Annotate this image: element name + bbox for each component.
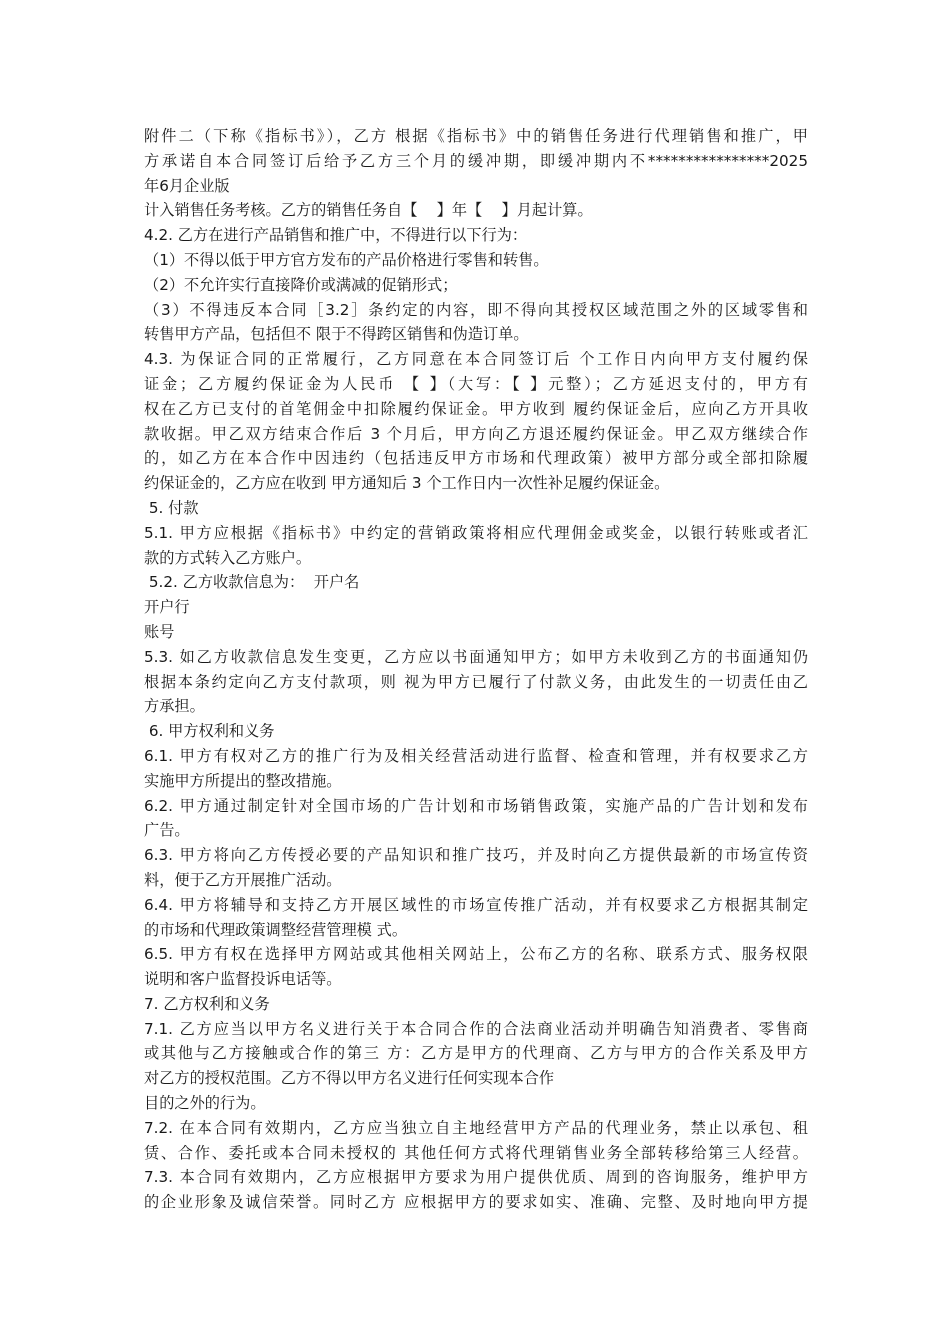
text-line: 4.2. 乙方在进行产品销售和推广中，不得进行以下行为： xyxy=(144,226,528,245)
text-line: 计入销售任务考核。乙方的销售任务自【 】年【 】月起计算。 xyxy=(144,201,593,220)
text-line: 转售甲方产品，包括但不 限于不得跨区销售和伪造订单。 xyxy=(144,325,529,344)
text-line: 的市场和代理政策调整经营管理模 式。 xyxy=(144,920,408,939)
text-line: 根据本条约定向乙方支付款项，则 视为甲方已履行了付款义务，由此发生的一切责任由乙 xyxy=(144,672,808,691)
text-line: 说明和客户监督投诉电话等。 xyxy=(144,970,342,989)
text-line: 约保证金的，乙方应在收到 甲方通知后 3 个工作日内一次性补足履约保证金。 xyxy=(144,474,670,493)
text-line: 5. 付款 xyxy=(144,498,199,517)
text-line: 或其他与乙方接触或合作的第三 方：乙方是甲方的代理商、乙方与甲方的合作关系及甲方 xyxy=(144,1044,808,1063)
text-line: 6.4. 甲方将辅导和支持乙方开展区域性的市场宣传推广活动，并有权要求乙方根据其制定 xyxy=(144,895,808,914)
text-line: 6.2. 甲方通过制定针对全国市场的广告计划和市场销售政策，实施产品的广告计划和发布 xyxy=(144,796,808,815)
text-line: （2）不允许实行直接降价或满减的促销形式； xyxy=(144,275,458,294)
text-line: 5.1. 甲方应根据《指标书》中约定的营销政策将相应代理佣金或奖金，以银行转账或者汇 xyxy=(144,523,808,542)
text-line: 5.2. 乙方收款信息为： 开户名 xyxy=(144,573,360,592)
text-line: 7.2. 在本合同有效期内，乙方应当独立自主地经营甲方产品的代理业务，禁止以承包、租 xyxy=(144,1118,808,1137)
text-line: 6.5. 甲方有权在选择甲方网站或其他相关网站上，公布乙方的名称、联系方式、服务权限 xyxy=(144,945,808,964)
text-line: 对乙方的授权范围。乙方不得以甲方名义进行任何实现本合作 xyxy=(144,1069,555,1088)
text-line: 开户行 xyxy=(144,598,190,617)
text-line: 权在乙方已支付的首笔佣金中扣除履约保证金。甲方收到 履约保证金后，应向乙方开具收 xyxy=(144,399,808,418)
text-line: 广告。 xyxy=(144,821,190,840)
text-line: 账号 xyxy=(144,622,175,641)
text-line: 料，便于乙方开展推广活动。 xyxy=(144,870,342,889)
text-line: 目的之外的行为。 xyxy=(144,1094,266,1113)
text-line: 证金；乙方履约保证金为人民币 【 】（大写：【 】元整）；乙方延迟支付的，甲方有 xyxy=(144,374,808,393)
text-line: 方承诺自本合同签订后给予乙方三个月的缓冲期，即缓冲期内不****************2025 xyxy=(144,151,808,170)
text-line: 5.3. 如乙方收款信息发生变更，乙方应以书面通知甲方；如甲方未收到乙方的书面通知仍 xyxy=(144,647,808,666)
text-line: 7.1. 乙方应当以甲方名义进行关于本合同合作的合法商业活动并明确告知消费者、零售商 xyxy=(144,1019,808,1038)
text-line: 款的方式转入乙方账户。 xyxy=(144,548,312,567)
text-line: （1）不得以低于甲方官方发布的产品价格进行零售和转售。 xyxy=(144,250,549,269)
text-line: 实施甲方所提出的整改措施。 xyxy=(144,771,342,790)
document-page xyxy=(144,124,808,1215)
text-line: 4.3. 为保证合同的正常履行，乙方同意在本合同签订后 个工作日内向甲方支付履约保 xyxy=(144,350,808,369)
text-line: 年6月企业版 xyxy=(144,176,230,195)
text-line: 7. 乙方权利和义务 xyxy=(144,994,270,1013)
text-line: 7.3. 本合同有效期内，乙方应根据甲方要求为用户提供优质、周到的咨询服务，维护甲方 xyxy=(144,1168,808,1187)
text-line: 赁、合作、委托或本合同未授权的 其他任何方式将代理销售业务全部转移给第三人经营。 xyxy=(144,1143,808,1162)
text-line: 6. 甲方权利和义务 xyxy=(144,722,275,741)
text-line: 的企业形象及诚信荣誉。同时乙方 应根据甲方的要求如实、准确、完整、及时地向甲方提 xyxy=(144,1193,808,1212)
text-line: 款收据。甲乙双方结束合作后 3 个月后，甲方向乙方退还履约保证金。甲乙双方继续合作 xyxy=(144,424,808,443)
text-line: 6.3. 甲方将向乙方传授必要的产品知识和推广技巧，并及时向乙方提供最新的市场宣传资 xyxy=(144,846,808,865)
text-line: 附件二（下称《指标书》），乙方 根据《指标书》中的销售任务进行代理销售和推广，甲 xyxy=(144,127,808,145)
text-line: （3）不得违反本合同［3.2］条约定的内容，即不得向其授权区域范围之外的区域零售和 xyxy=(144,300,808,319)
text-line: 6.1. 甲方有权对乙方的推广行为及相关经营活动进行监督、检查和管理，并有权要求乙方 xyxy=(144,746,808,765)
text-line: 的，如乙方在本合作中因违约（包括违反甲方市场和代理政策）被甲方部分或全部扣除履 xyxy=(144,449,808,468)
text-line: 方承担。 xyxy=(144,697,205,716)
